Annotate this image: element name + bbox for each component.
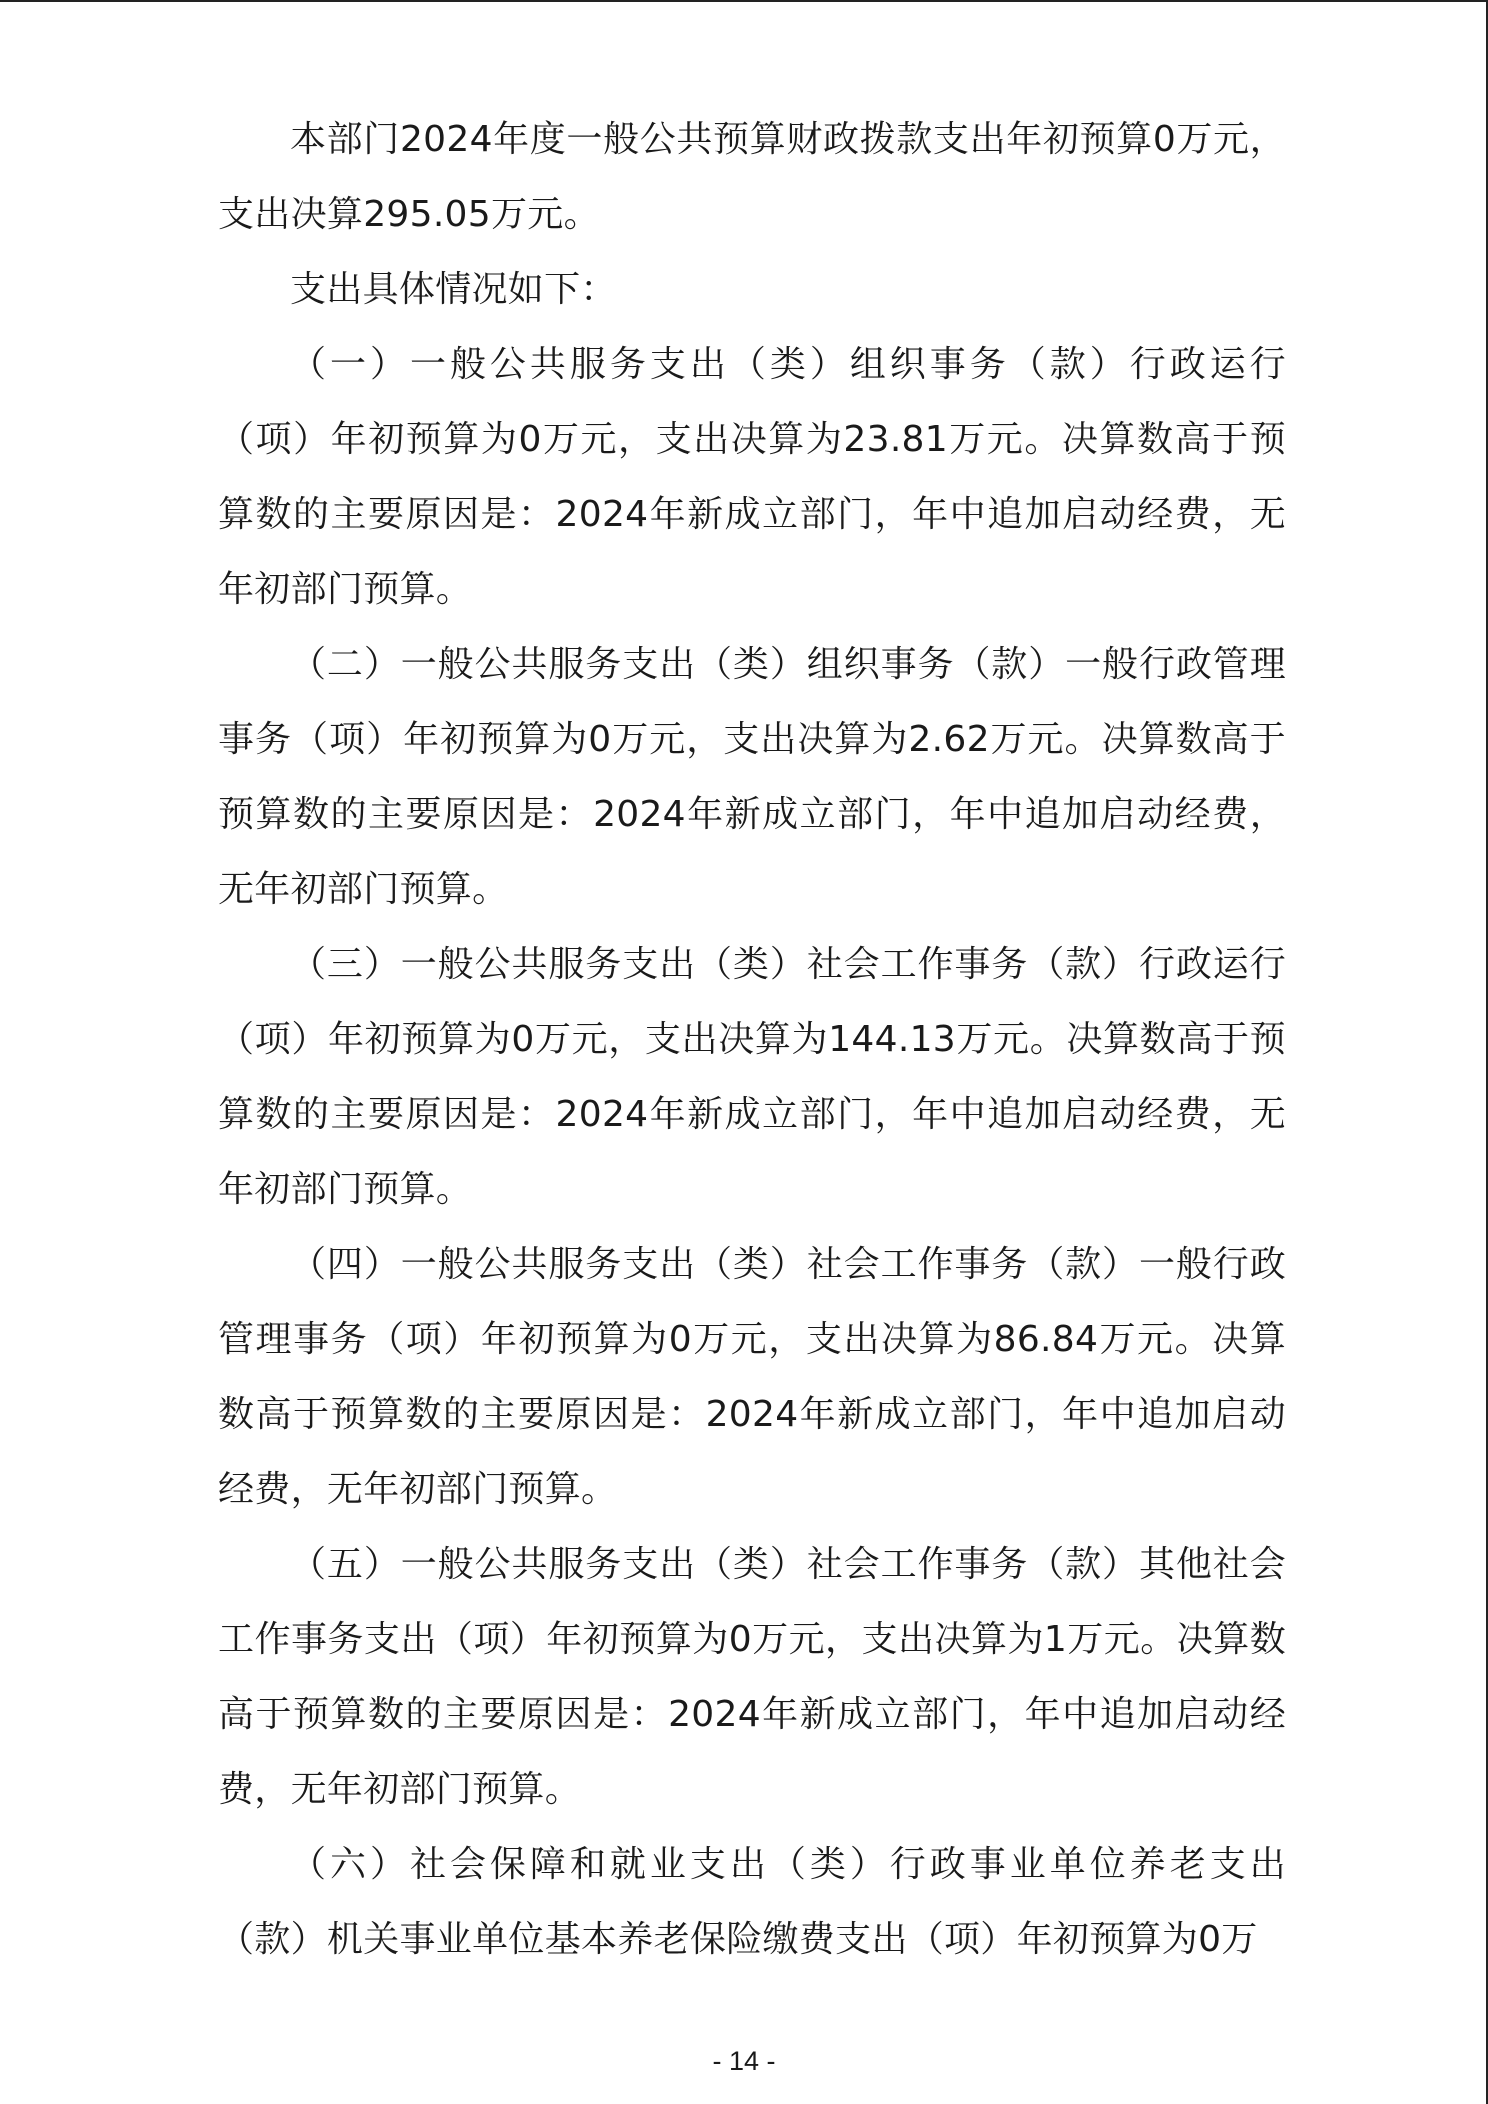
paragraph-details-intro: 支出具体情况如下： [290,269,617,310]
paragraph-item-3: （三）一般公共服务支出（类）社会工作事务（款）行政运行（项）年初预算为0万元，支出决算为144.13万元。决算数高于预算数的主要原因是：2024年新成立部门，年中追加启动经费，无年初部门预算。 [218,944,1286,1210]
paragraph-item-1: （一）一般公共服务支出（类）组织事务（款）行政运行（项）年初预算为0万元，支出决算为23.81万元。决算数高于预算数的主要原因是：2024年新成立部门，年中追加启动经费，无年初部门预算。 [218,344,1286,610]
paragraph-item-2: （二）一般公共服务支出（类）组织事务（款）一般行政管理事务（项）年初预算为0万元，支出决算为2.62万元。决算数高于预算数的主要原因是：2024年新成立部门，年中追加启动经费，无年初部门预算。 [218,644,1286,910]
paragraph-budget-summary: 本部门2024年度一般公共预算财政拨款支出年初预算0万元，支出决算295.05万元。 [218,119,1286,235]
paragraph-item-6: （六）社会保障和就业支出（类）行政事业单位养老支出（款）机关事业单位基本养老保险缴费支出（项）年初预算为0万 [218,1844,1286,1960]
paragraph-item-5: （五）一般公共服务支出（类）社会工作事务（款）其他社会工作事务支出（项）年初预算为0万元，支出决算为1万元。决算数高于预算数的主要原因是：2024年新成立部门，年中追加启动经费，无年初部门预算。 [218,1544,1286,1810]
paragraph-item-4: （四）一般公共服务支出（类）社会工作事务（款）一般行政管理事务（项）年初预算为0万元，支出决算为86.84万元。决算数高于预算数的主要原因是：2024年新成立部门，年中追加启动经费，无年初部门预算。 [218,1244,1286,1510]
page-number: - 14 - [712,2046,776,2076]
document-body [218,102,1286,1977]
